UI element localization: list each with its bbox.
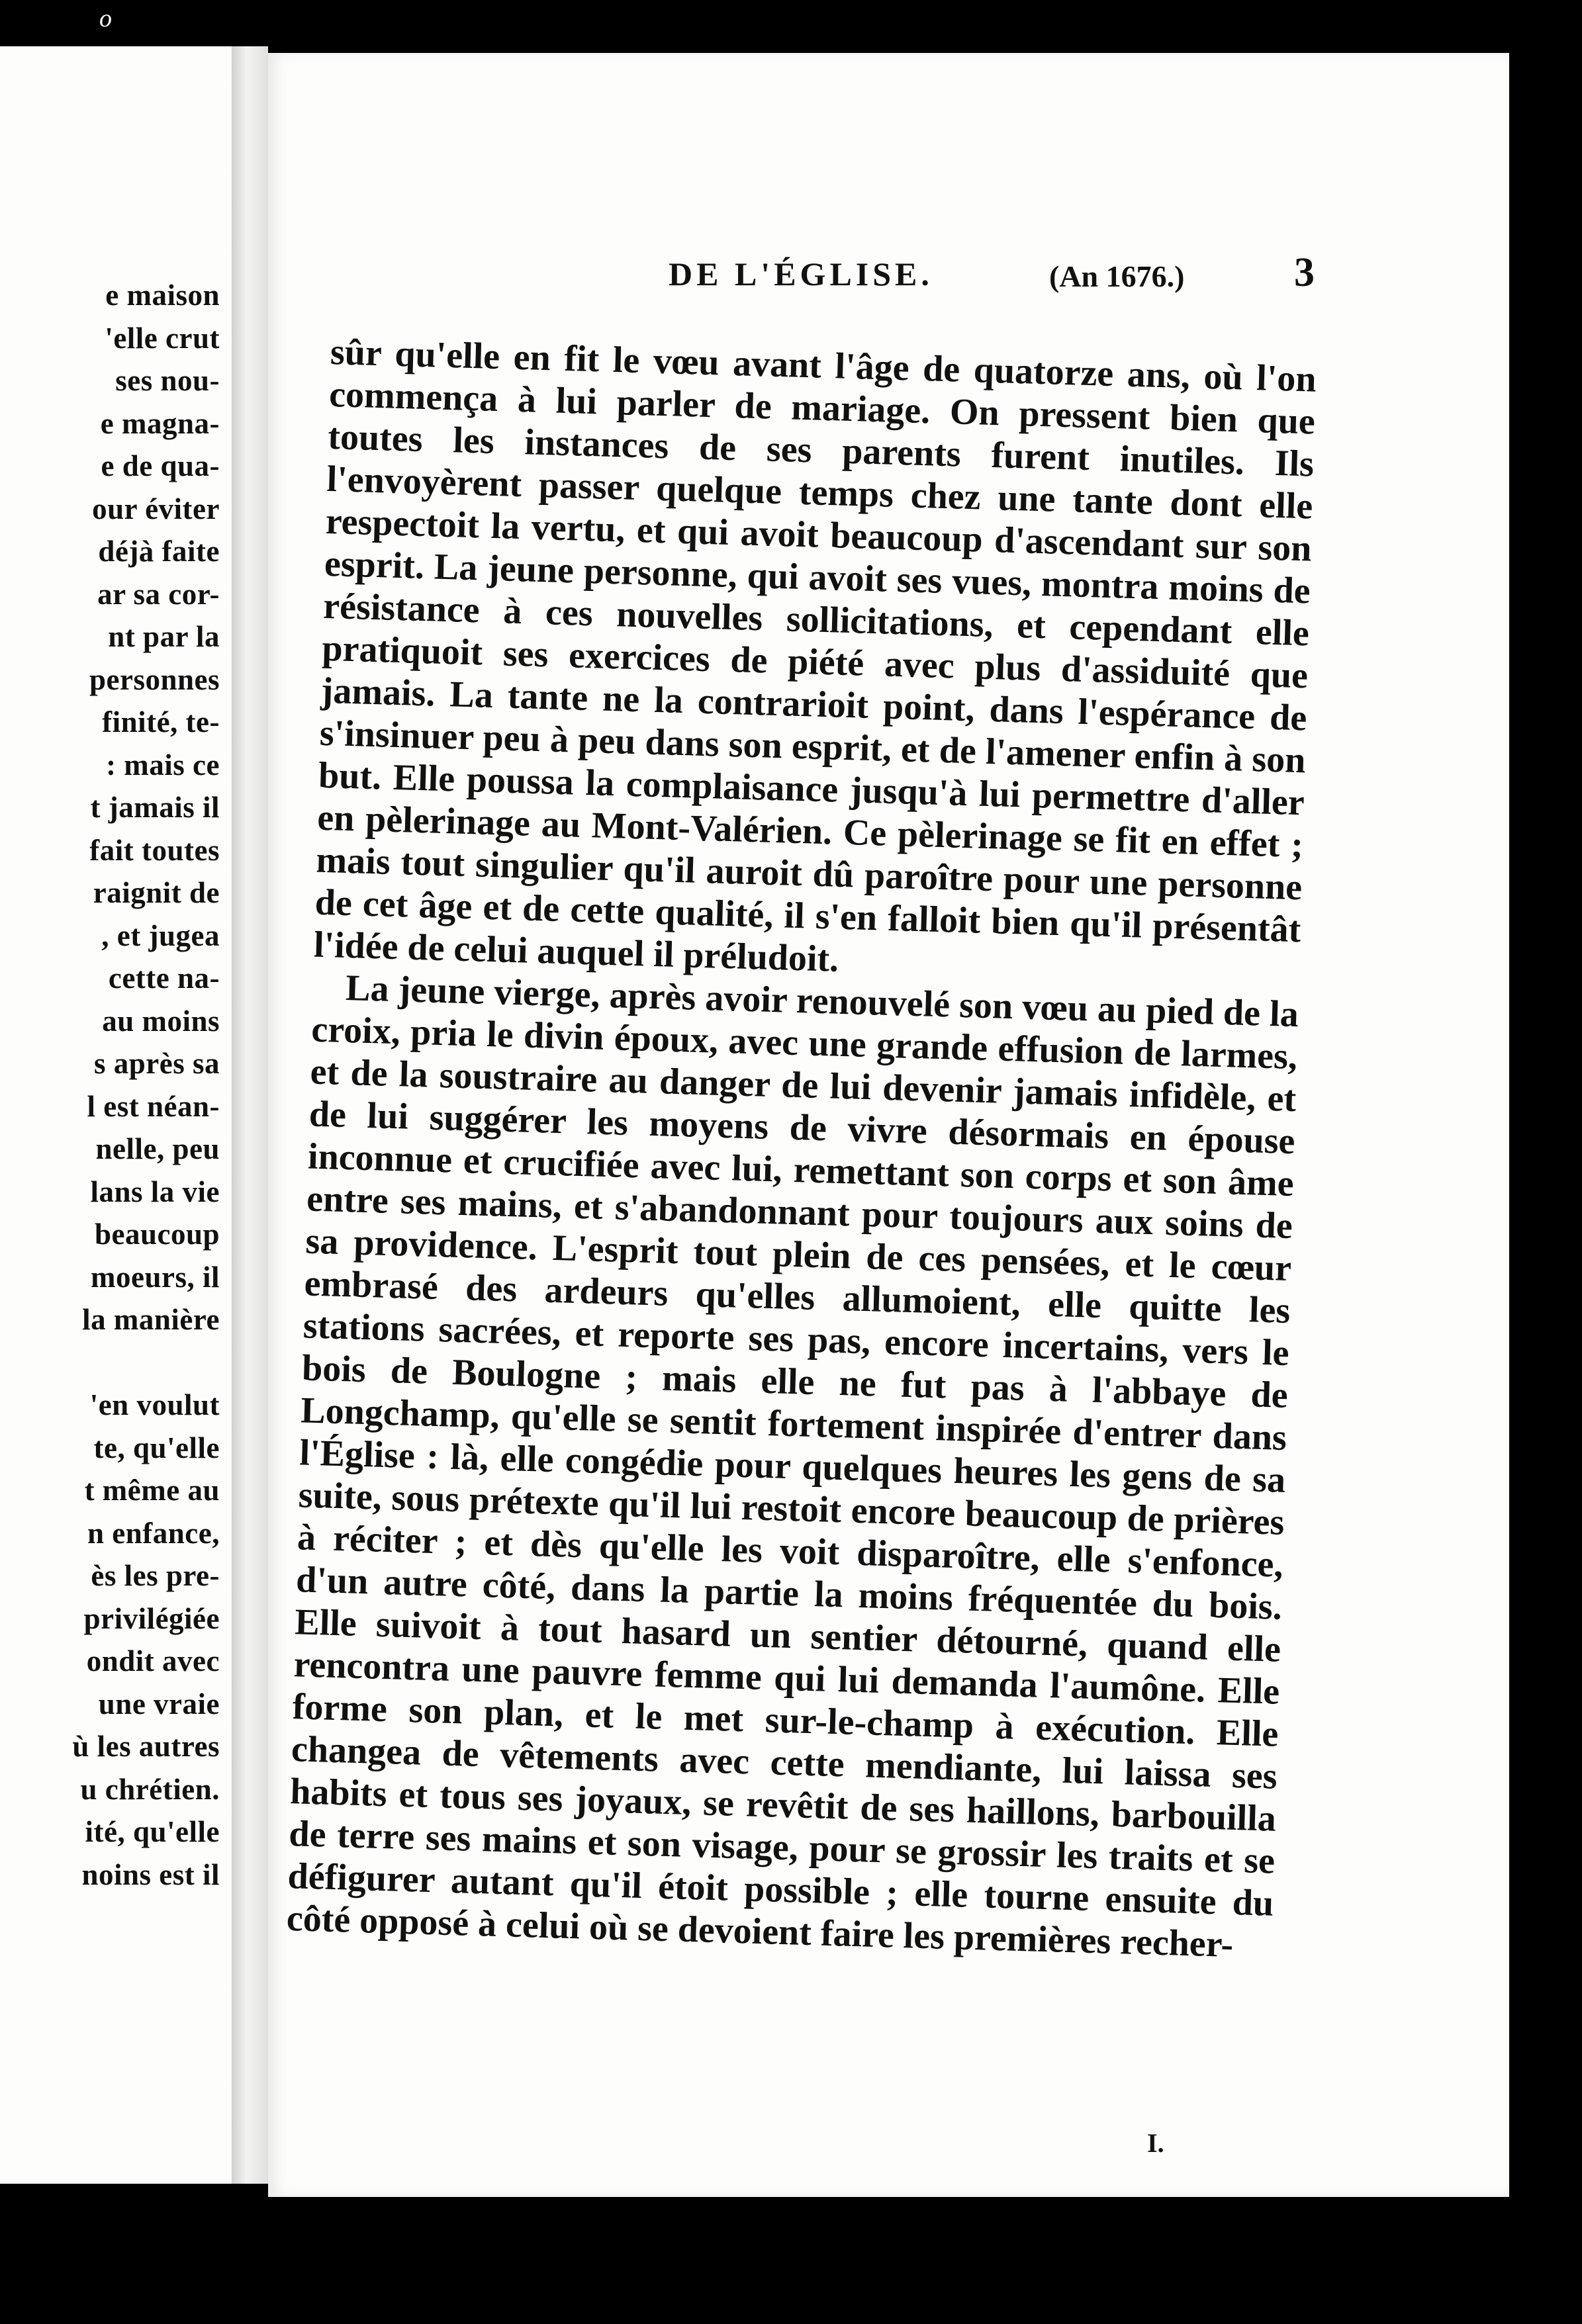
signature-mark: I.	[1147, 2128, 1164, 2158]
left-page-line: ar sa cor-	[97, 577, 220, 611]
left-page-line: lans la vie	[90, 1175, 220, 1208]
left-page	[0, 46, 232, 2184]
left-page-line: t jamais il	[90, 791, 220, 824]
paragraph-2: La jeune vierge, après avoir renouvelé son vœu au pied de la croix, pria le divin époux, avec une grande effusion de larmes, et de la soustraire au danger de lui devenir jamais infidèle, et de lui suggérer les moyens de vivre désormais en épouse inconnue et crucifiée avec lui, remettant son corps et son âme entre ses mains, et s'abandonnant pour toujours aux soins de sa providence. L'esprit tout plein de ces pensées, et le cœur embrasé des ardeurs qu'elles allumoient, elle quitte les stations sacrées, et reporte ses pas, encore incertains, vers le bois de Boulogne ; mais elle ne fut pas à l'abbaye de Longchamp, qu'elle se sentit fortement inspirée d'entrer dans l'Église : là, elle congédie pour quelques heures les gens de sa suite, sous prétexte qu'il lui restoit encore beaucoup de prières à réciter ; et dès qu'elle les voit disparoître, elle s'enfonce, d'un autre côté, dans la partie la moins fréquentée du bois. Elle suivoit à tout hasard un sentier détourné, quand elle rencontra une pauvre femme qui lui demanda l'aumône. Elle forme son plan, et le met sur-le-champ à exécution. Elle changea de vêtements avec cette mendiante, lui laissa ses habits et tous ses joyaux, se revêtit de ses haillons, barbouilla de terre ses mains et son visage, pour se grossir les traits et se défigurer autant qu'il étoit possible ; elle tourne ensuite du côté opposé à celui où se devoient faire les premières recher-	[286, 967, 1299, 1966]
year-marker: (An 1676.)	[1049, 259, 1185, 293]
left-page-line: raignit de	[93, 876, 220, 909]
left-page-line: l est néan-	[87, 1089, 220, 1123]
book-gutter	[232, 46, 268, 2184]
page-number: 3	[1294, 250, 1315, 295]
left-page-line: , et jugea	[101, 918, 220, 952]
left-page-line: e de qua-	[101, 449, 220, 482]
left-page-line: e magna-	[100, 406, 220, 440]
left-page-line: ses nou-	[115, 364, 220, 397]
left-page-line: moeurs, il	[91, 1260, 220, 1294]
left-page-line: cette na-	[108, 961, 220, 995]
left-page-line: ondit avec	[86, 1644, 220, 1677]
left-page-line: e maison	[105, 279, 220, 312]
page-header	[268, 250, 1509, 308]
left-page-line: 'elle crut	[105, 321, 220, 355]
left-page-line: nt par la	[108, 620, 220, 653]
left-page-line: nelle, peu	[95, 1132, 220, 1165]
left-page-line: personnes	[89, 662, 220, 696]
left-page-line: au moins	[102, 1004, 220, 1038]
left-page-line: noins est il	[81, 1857, 220, 1891]
body-text	[286, 331, 1317, 1967]
left-page-line: t même au	[84, 1474, 220, 1507]
left-page-line: ès les pre-	[91, 1559, 220, 1592]
left-page-line: la manière	[82, 1303, 220, 1336]
left-page-line: une vraie	[98, 1687, 220, 1721]
right-page	[268, 53, 1509, 2197]
left-page-line: finité, te-	[102, 705, 220, 738]
left-page-line: déjà faite	[98, 535, 220, 568]
left-page-line: u chrétien.	[80, 1772, 220, 1806]
left-page-line: our éviter	[92, 492, 220, 525]
left-page-line: ité, qu'elle	[85, 1815, 220, 1848]
left-page-line: te, qu'elle	[93, 1431, 220, 1464]
corner-mark: o	[99, 5, 112, 32]
left-page-line: ù les autres	[72, 1730, 220, 1763]
left-page-line: : mais ce	[106, 748, 220, 782]
running-head: DE L'ÉGLISE.	[669, 255, 933, 292]
paragraph-1: sûr qu'elle en fit le vœu avant l'âge de quatorze ans, où l'on commença à lui parler de mariage. On pressent bien que toutes les instances de ses parents furent inutiles. Ils l'envoyèrent passer quelque temps chez une tante dont elle respectoit la vertu, et qui avoit beaucoup d'ascendant sur son esprit. La jeune personne, qui avoit ses vues, montra moins de résistance à ces nouvelles sollicitations, et cependant elle pratiquoit ses exercices de piété avec plus d'assiduité que jamais. La tante ne la contrarioit point, dans l'espérance de s'insinuer peu à peu dans son esprit, et de l'amener enfin à son but. Elle poussa la complaisance jusqu'à lui permettre d'aller en pèlerinage au Mont-Valérien. Ce pèlerinage se fit en effet ; mais tout singulier qu'il auroit dû paroître pour une personne de cet âge et de cette qualité, il s'en falloit bien qu'il présentât l'idée de celui auquel il préludoit.	[313, 331, 1317, 980]
left-page-line: n enfance,	[87, 1516, 220, 1550]
left-page-line: beaucoup	[94, 1218, 220, 1251]
left-page-line: fait toutes	[89, 833, 220, 867]
left-page-line: 'en voulut	[89, 1388, 220, 1421]
left-page-line: s après sa	[93, 1047, 220, 1080]
left-page-line: privilégiée	[83, 1601, 220, 1635]
